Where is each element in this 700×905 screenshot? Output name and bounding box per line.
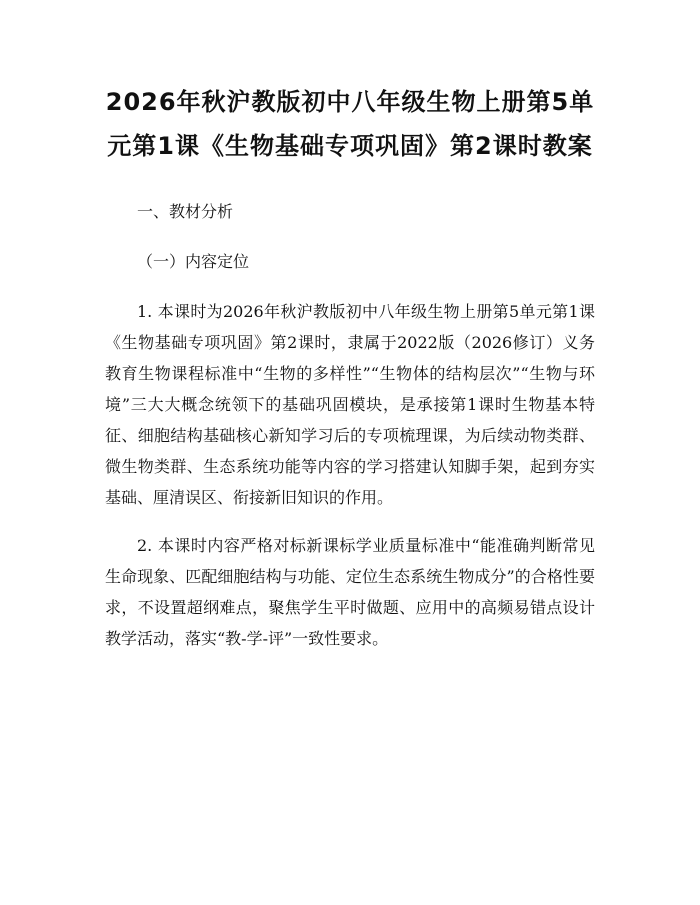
subsection-heading-content-positioning: （一）内容定位 xyxy=(137,252,250,271)
document-title: 2026年秋沪教版初中八年级生物上册第5单元第1课《生物基础专项巩固》第2课时教案 xyxy=(105,88,595,160)
paragraph-1: 1. 本课时为2026年秋沪教版初中八年级生物上册第5单元第1课《生物基础专项巩固》第2课时，隶属于2022版（2026修订）义务教育生物课程标准中“生物的多样性”“生物体的结构层次”“生物与环境”三大大概念统领下的基础巩固模块，是承接第1课时生物基本特征、细胞结构基础核心新知学习后的专项梳理课，为后续动物类群、微生物类群、生态系统功能等内容的学习搭建认知脚手架，起到夯实基础、厘清误区、衔接新旧知识的作用。 xyxy=(105,302,595,507)
section-heading-teaching-material-analysis: 一、教材分析 xyxy=(137,202,234,221)
paragraph-2: 2. 本课时内容严格对标新课标学业质量标准中“能准确判断常见生命现象、匹配细胞结构与功能、定位生态系统生物成分”的合格性要求，不设置超纲难点，聚焦学生平时做题、应用中的高频易错点设计教学活动，落实“教-学-评”一致性要求。 xyxy=(105,536,595,648)
